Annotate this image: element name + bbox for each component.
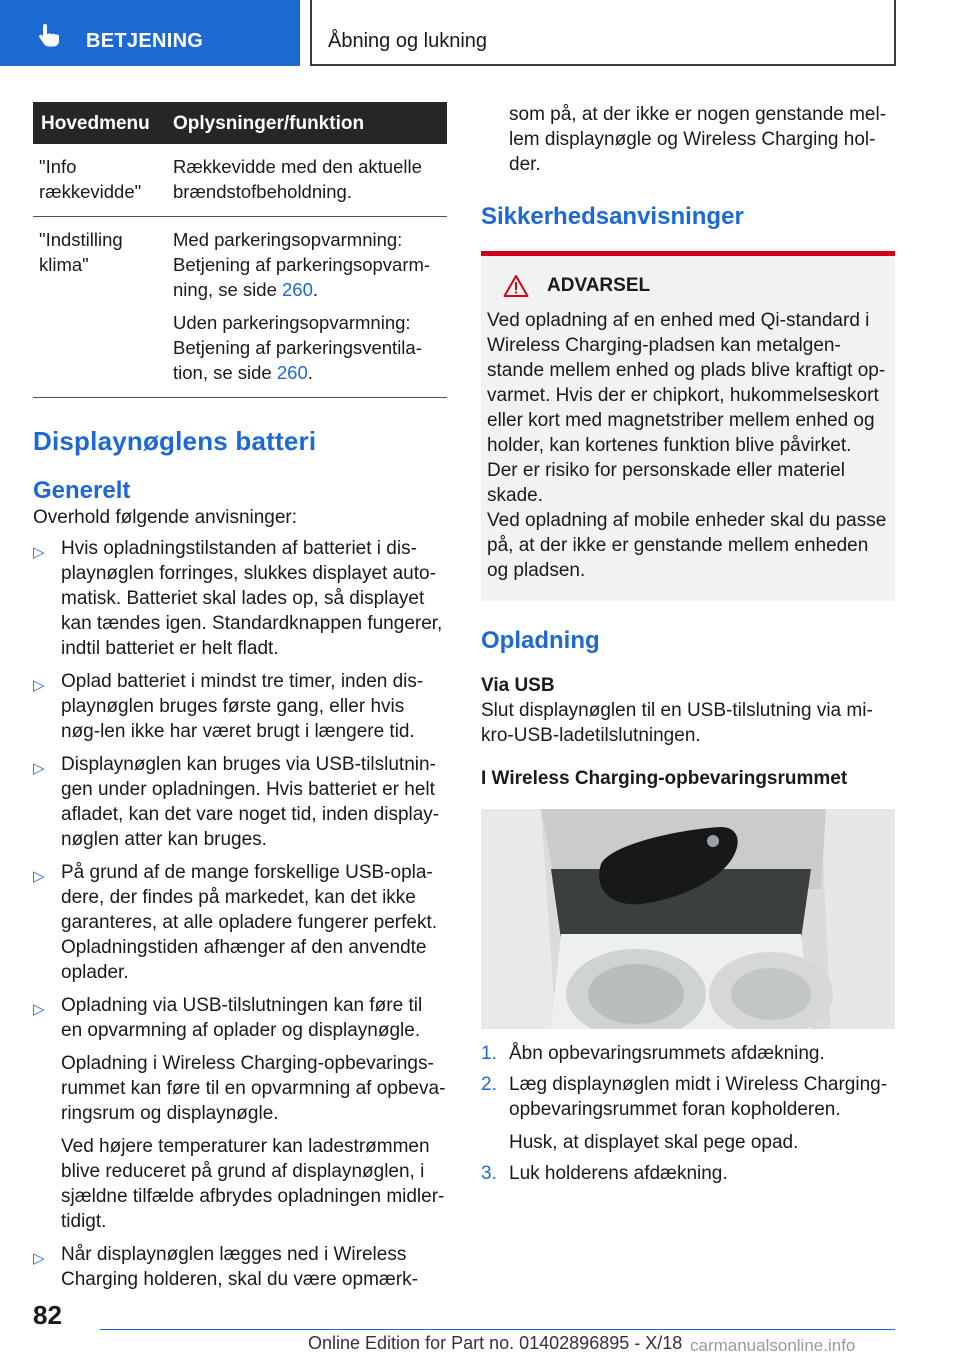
list-item bbox=[481, 1072, 895, 1155]
table-cell-info bbox=[165, 217, 447, 398]
intro-text: Overhold følgende anvisninger: bbox=[33, 507, 298, 528]
list-item bbox=[33, 993, 447, 1234]
warning-triangle-icon bbox=[503, 274, 529, 298]
list-item bbox=[481, 1041, 895, 1066]
subsection-heading: Generelt bbox=[33, 477, 131, 504]
table-header-menu: Hovedmenu bbox=[33, 102, 165, 144]
triangle-bullet-icon: ▷ bbox=[33, 677, 45, 694]
table-header-row bbox=[33, 102, 447, 144]
section-tab bbox=[0, 0, 300, 66]
chapter-header bbox=[310, 0, 896, 66]
table-cell-info bbox=[165, 144, 447, 217]
triangle-bullet-icon: ▷ bbox=[33, 544, 45, 561]
list-item-text: Opladning via USB-tilslutningen kan føre til en opvarmning af oplader og displaynøgle. bbox=[61, 995, 423, 1041]
watermark: carmanualsonline.info bbox=[690, 1336, 856, 1355]
list-item bbox=[33, 752, 447, 852]
warning-box bbox=[481, 251, 895, 601]
chapter-title: Åbning og lukning bbox=[328, 30, 488, 52]
wireless-heading: I Wireless Charging-opbevaringsrummet bbox=[481, 768, 848, 789]
footer-divider bbox=[100, 1329, 895, 1330]
list-item-text: Ved højere temperaturer kan ladestrømmen blive reduceret på grund af displaynøglen, i sjældne tilfælde afbrydes opladningen midler-tidigt. bbox=[61, 1136, 445, 1232]
table-cell-menu: "Indstilling klima" bbox=[33, 217, 165, 398]
edition-text: Online Edition for Part no. 01402896895 - X/18 bbox=[308, 1333, 683, 1353]
warning-text: Ved opladning af en enhed med Qi-standard i Wireless Charging-pladsen kan metalgen-stande mellem enhed og plads blive kraftigt op-varmet. Hvis der er chipkort, hukommelseskort eller kort med magnetstriber mellem enhed og holder, kan kortenes funktion blive påvirket. Der er risiko for personskade eller materiel skade. bbox=[487, 310, 886, 506]
list-item bbox=[33, 1242, 447, 1292]
list-item-text: Hvis opladningstilstanden af batteriet i dis-playnøglen forringes, slukkes displayet auto-matisk. Batteriet skal lades op, så displayet kan tændes igen. Standardknappen fungerer, indtil batteriet er helt fladt. bbox=[61, 538, 443, 659]
list-item-text: Når displaynøglen lægges ned i Wireless Charging holderen, skal du være opmærk- bbox=[61, 1244, 418, 1290]
warning-header bbox=[487, 274, 887, 298]
triangle-bullet-icon: ▷ bbox=[33, 1001, 45, 1018]
table-cell-text: Med parkeringsopvarmning: Betjening af parkeringsopvarm-ning, se side 260. bbox=[173, 229, 431, 300]
table-cell-menu: "Info rækkevidde" bbox=[33, 144, 165, 217]
triangle-bullet-icon: ▷ bbox=[33, 1250, 45, 1267]
section-heading: Displaynøglens batteri bbox=[33, 426, 317, 456]
main-menu-table bbox=[33, 102, 447, 398]
usb-text: Slut displaynøglen til en USB-tilslutning via mi-kro-USB-ladetilslutningen. bbox=[481, 700, 873, 746]
triangle-bullet-icon: ▷ bbox=[33, 760, 45, 777]
page-reference-link[interactable]: 260 bbox=[282, 279, 313, 300]
triangle-bullet-icon: ▷ bbox=[33, 868, 45, 885]
list-item bbox=[33, 536, 447, 661]
step-list bbox=[481, 1041, 895, 1186]
table-cell-text: Rækkevidde med den aktuelle brændstofbeholdning. bbox=[173, 156, 422, 202]
table-header-info: Oplysninger/funktion bbox=[165, 102, 447, 144]
warning-text: Ved opladning af mobile enheder skal du passe på, at der ikke er genstande mellem enheden og pladsen. bbox=[487, 510, 887, 581]
usb-heading: Via USB bbox=[481, 675, 555, 696]
warning-label: ADVARSEL bbox=[547, 275, 651, 296]
list-item bbox=[33, 860, 447, 985]
right-column bbox=[481, 102, 895, 1192]
charging-heading: Opladning bbox=[481, 627, 600, 654]
hand-pointer-icon bbox=[36, 22, 62, 48]
page-reference-link[interactable]: 260 bbox=[276, 362, 308, 383]
list-item-text: På grund af de mange forskellige USB-opla-dere, der findes på markedet, kan det ikke garanteres, at alle opladere fungerer perfekt. Opladningstiden afhænger af den anvendte oplader. bbox=[61, 862, 438, 983]
safety-heading: Sikkerhedsanvisninger bbox=[481, 203, 744, 230]
list-item-text: Displaynøglen kan bruges via USB-tilslutnin-gen under opladningen. Hvis batteriet er helt afladet, kan det vare noget tid, inden display-nøglen atter kan bruges. bbox=[61, 754, 440, 850]
list-item-text: Oplad batteriet i mindst tre timer, inden dis-playnøglen bruges første gang, eller hvis nøg-len ikke har været brugt i længere tid. bbox=[61, 671, 424, 742]
instruction-list bbox=[33, 536, 447, 1292]
step-text: Husk, at displayet skal pege opad. bbox=[509, 1132, 799, 1153]
table-cell-text: Uden parkeringsopvarmning: Betjening af parkeringsventila-tion, se side 260. bbox=[173, 312, 422, 383]
table-cell-text-part: Med parkeringsopvarmning: Betjening af parkeringsopvarm-ning, se side bbox=[173, 229, 431, 300]
table-row bbox=[33, 217, 447, 398]
list-item-text: Opladning i Wireless Charging-opbevarings-rummet kan føre til en opvarmning af opbeva-ringsrum og displaynøgle. bbox=[61, 1053, 446, 1124]
step-number: 1. bbox=[481, 1043, 497, 1064]
step-number: 3. bbox=[481, 1163, 497, 1184]
table-cell-text-part: Uden parkeringsopvarmning: Betjening af parkeringsventila-tion, se side bbox=[173, 312, 422, 383]
step-number: 2. bbox=[481, 1074, 497, 1095]
table-row bbox=[33, 144, 447, 217]
step-text: Luk holderens afdækning. bbox=[509, 1163, 728, 1184]
wireless-charging-compartment-photo bbox=[481, 809, 895, 1029]
page-number: 82 bbox=[33, 1300, 62, 1330]
step-text: Læg displaynøglen midt i Wireless Charging-opbevaringsrummet foran kopholderen. bbox=[509, 1074, 888, 1120]
list-item bbox=[481, 1161, 895, 1186]
list-item bbox=[33, 669, 447, 744]
continued-text: som på, at der ikke er nogen genstande mel-lem displaynøgle og Wireless Charging hol-der. bbox=[509, 104, 887, 175]
step-text: Åbn opbevaringsrummets afdækning. bbox=[509, 1043, 825, 1064]
section-tab-label: BETJENING bbox=[86, 30, 204, 52]
left-column bbox=[33, 102, 447, 1300]
